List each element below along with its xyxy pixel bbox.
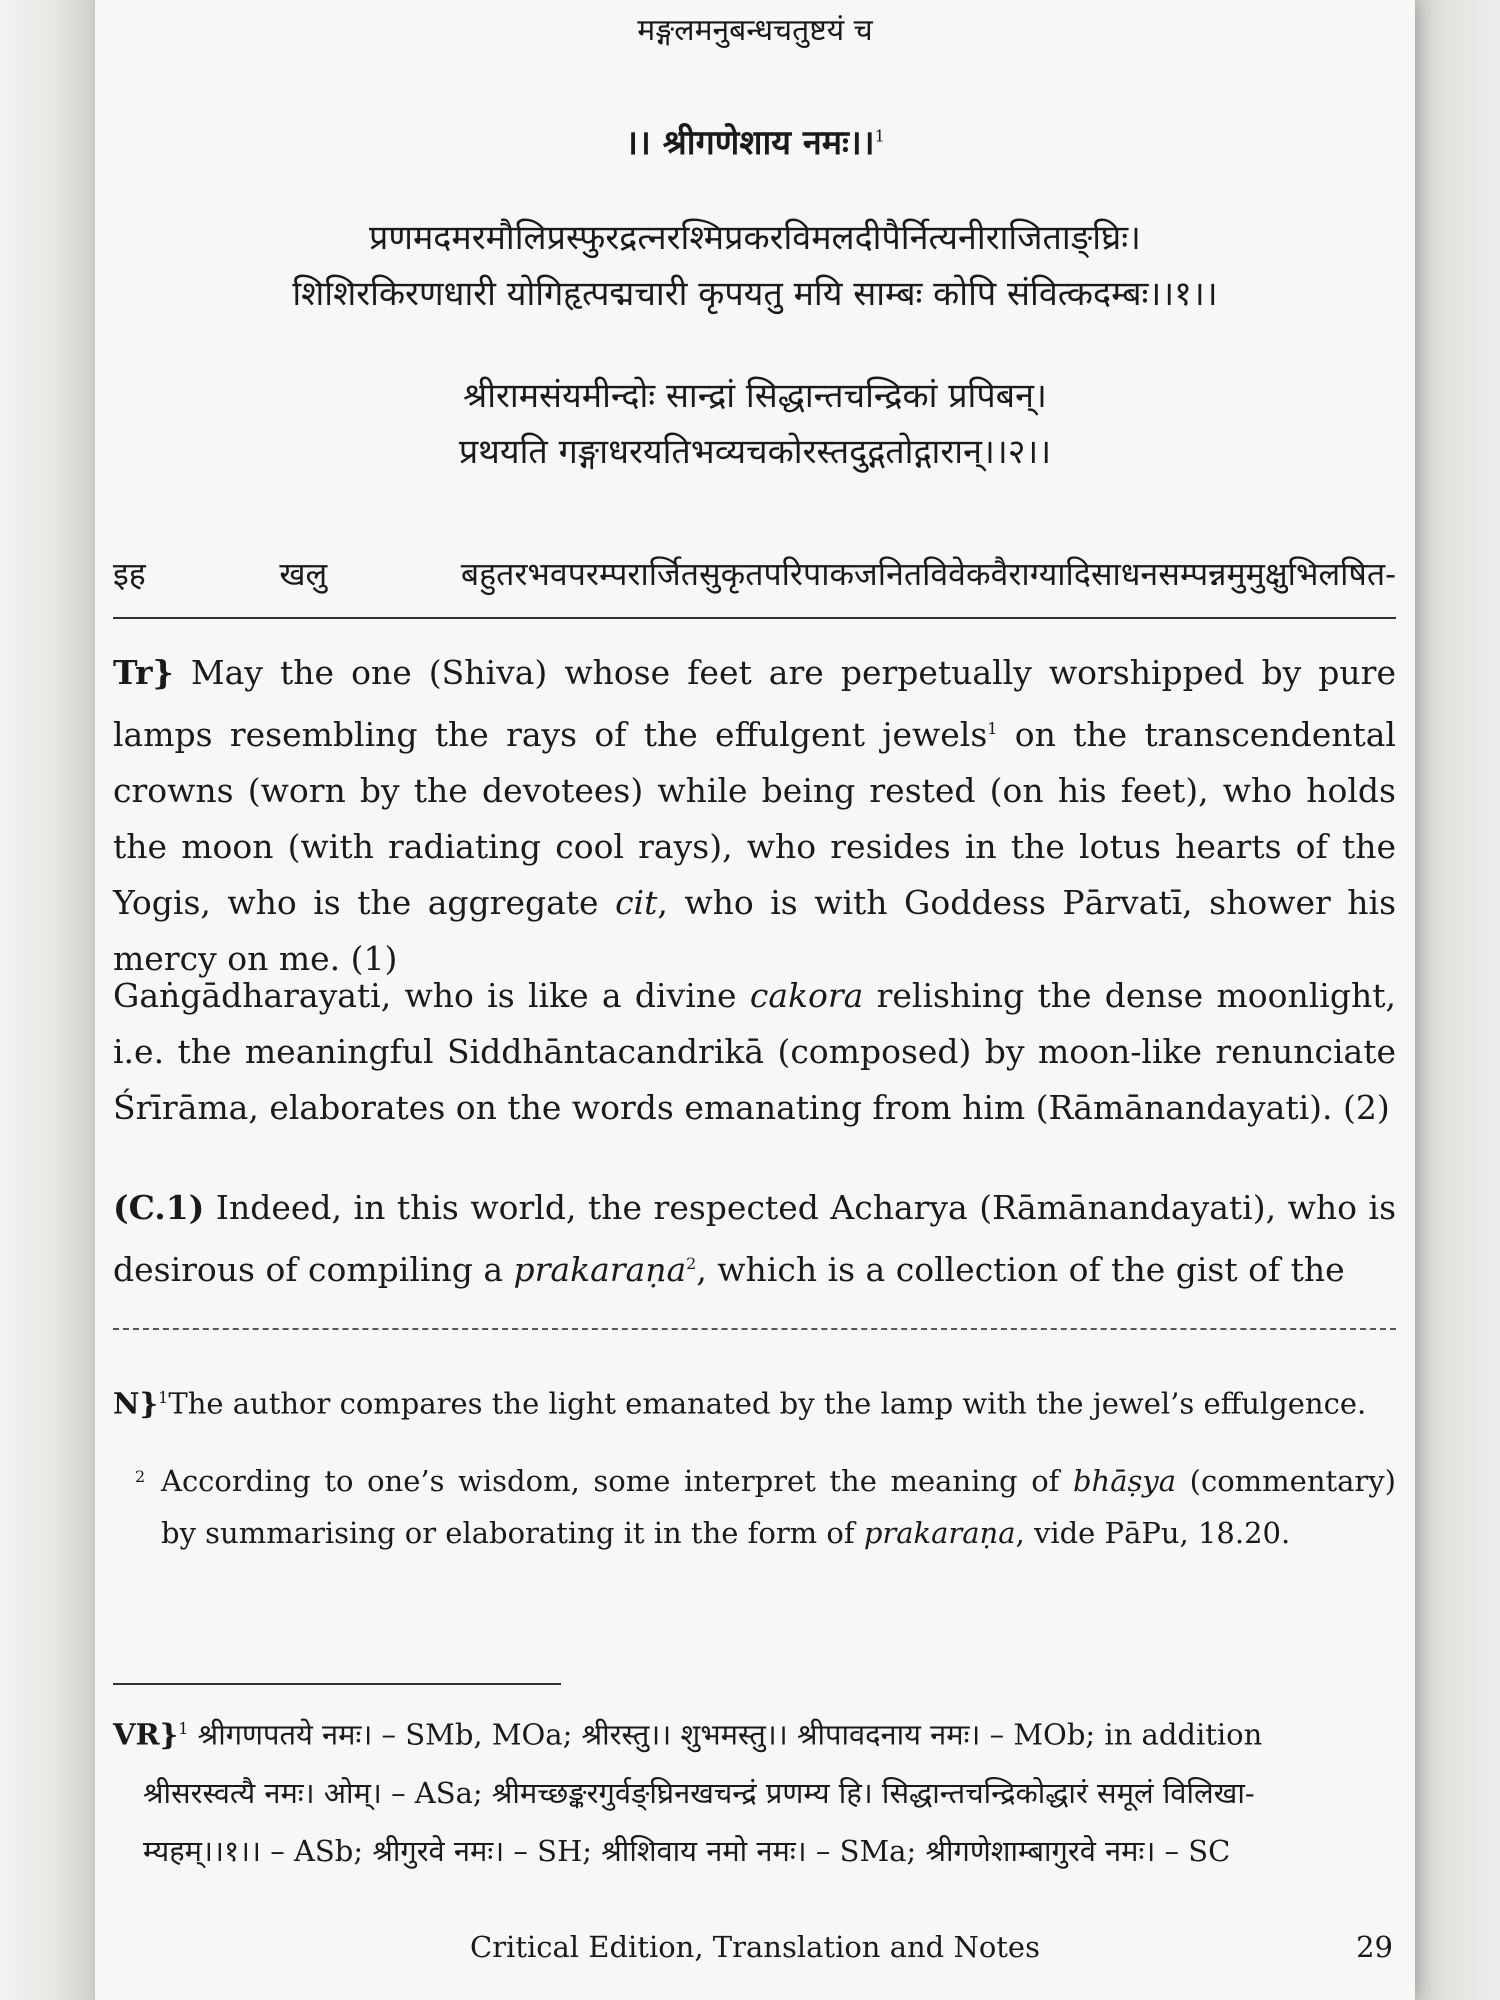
translation-text: Gaṅgādharayati, who is like a divine (113, 976, 750, 1015)
invocation-heading (95, 118, 1415, 164)
running-head: मङ्गलमनुबन्धचतुष्टयं च (637, 13, 873, 48)
sanskrit-word-1: इह (113, 555, 146, 593)
notes-divider (113, 1328, 1396, 1330)
verse-2-line-1: श्रीरामसंयमीन्दोः सान्द्रां सिद्धान्तचन्द्रिकां प्रपिबन्। (463, 376, 1047, 416)
adjacent-page-edge (1415, 0, 1500, 2000)
verse-2-line-2: प्रथयति गङ्गाधरयतिभव्यचकोरस्तदुद्गतोद्गारान्।।२।। (458, 432, 1052, 472)
variant-readings (113, 1700, 1396, 1880)
note-2-italic-term: prakaraṇa (863, 1516, 1016, 1550)
translation-italic-term: cakora (749, 976, 864, 1015)
translation-text: on the transcendental crowns (worn by the devotees) while being rested (on his feet), who holds the moon (with radiating cool rays), who resides in the lotus hearts of the Yogis, who is the aggregate (113, 715, 1396, 922)
verse-1 (95, 210, 1415, 322)
variant-readings-text: श्रीगणपतये नमः। – SMb, MOa; श्रीरस्तु।। शुभमस्तु।। श्रीपावदनाय नमः। – MOb; in addition (188, 1717, 1263, 1752)
variant-readings-divider (113, 1683, 561, 1685)
translation-text: , who is with Goddess Pārvatī, shower his mercy on me. (1) (113, 883, 1397, 978)
translation-text: May the one (Shiva) whose feet are perpetually worshipped by pure lamps resembling the rays of the effulgent jewels (113, 653, 1396, 754)
translation-footnote-ref: 1 (987, 719, 998, 738)
commentary-footnote-ref: 2 (686, 1254, 697, 1273)
note-1-number: 1 (158, 1388, 169, 1407)
footer-title: Critical Edition, Translation and Notes (470, 1930, 1040, 1964)
note-2-text: (commentary) by summarising or elaborating it in the form of (161, 1464, 1396, 1550)
sanskrit-commentary-line (113, 552, 1396, 595)
translation-italic-term: cit (615, 883, 658, 922)
note-2-italic-term: bhāṣya (1072, 1464, 1177, 1498)
section-divider (113, 617, 1396, 619)
note-1-text: The author compares the light emanated by the lamp with the jewel’s effulgence. (168, 1386, 1367, 1421)
translation-verse-1 (113, 645, 1396, 987)
verse-2 (95, 368, 1415, 480)
variant-readings-line-1 (113, 1700, 1396, 1764)
commentary-label: (C.1) (113, 1188, 205, 1227)
variant-readings-label: VR} (113, 1717, 179, 1752)
page-number: 29 (1356, 1930, 1393, 1964)
translation-label: Tr} (113, 653, 174, 692)
translation-text: relishing the dense moonlight, i.e. the meaningful Siddhāntacandrikā (composed) by moon-like renunciate Śrīrāma, elaborates on the words emanating from him (Rāmānandayati). (2) (113, 976, 1396, 1127)
notes-label: N} (113, 1386, 159, 1421)
translation-verse-2 (113, 968, 1396, 1136)
commentary-text: Indeed, in this world, the respected Acharya (Rāmānandayati), who is desirous of compiling a (113, 1188, 1396, 1289)
invocation-footnote-ref: 1 (874, 126, 885, 146)
page-gutter (0, 0, 95, 2000)
note-2-text: , vide PāPu, 18.20. (1015, 1516, 1291, 1550)
verse-1-line-1: प्रणमदमरमौलिप्रस्फुरद्रत्नरश्मिप्रकरविमलदीपैर्नित्यनीराजिताङ्घ्रिः। (369, 218, 1141, 258)
sanskrit-word-3: बहुतरभवपरम्परार्जितसुकृतपरिपाकजनितविवेकवैराग्यादिसाधनसम्पन्नमुमुक्षुभिलषित- (460, 555, 1396, 593)
book-page (95, 0, 1415, 2000)
note-2-number: 2 (135, 1467, 146, 1486)
variant-readings-line-2: श्रीसरस्वत्यै नमः। ओम्। – ASa; श्रीमच्छङ्करगुर्वङ्घ्रिनखचन्द्रं प्रणम्य हि। सिद्धान्तचन्द्रिकोद्धारं समूलं विलिखा- (143, 1775, 1255, 1810)
variant-readings-line-3: म्यहम्।।१।। – ASb; श्रीगुरवे नमः। – SH; श्रीशिवाय नमो नमः। – SMa; श्रीगणेशाम्बागुरवे नमः। – SC (143, 1833, 1231, 1868)
variant-readings-ref: 1 (178, 1719, 189, 1738)
commentary-paragraph (113, 1180, 1396, 1298)
note-2 (113, 1455, 1396, 1559)
note-2-text: According to one’s wisdom, some interpret the meaning of (161, 1464, 1073, 1498)
commentary-italic-term: prakaraṇa (513, 1250, 687, 1289)
sanskrit-word-2: खलु (279, 555, 328, 593)
note-1 (113, 1372, 1396, 1430)
invocation-text: ।। श्रीगणेशाय नमः।। (625, 123, 875, 163)
verse-1-line-2: शिशिरकिरणधारी योगिहृत्पद्मचारी कृपयतु मयि साम्बः कोपि संवित्कदम्बः।।१।। (292, 274, 1218, 314)
commentary-text: , which is a collection of the gist of the (696, 1250, 1345, 1289)
